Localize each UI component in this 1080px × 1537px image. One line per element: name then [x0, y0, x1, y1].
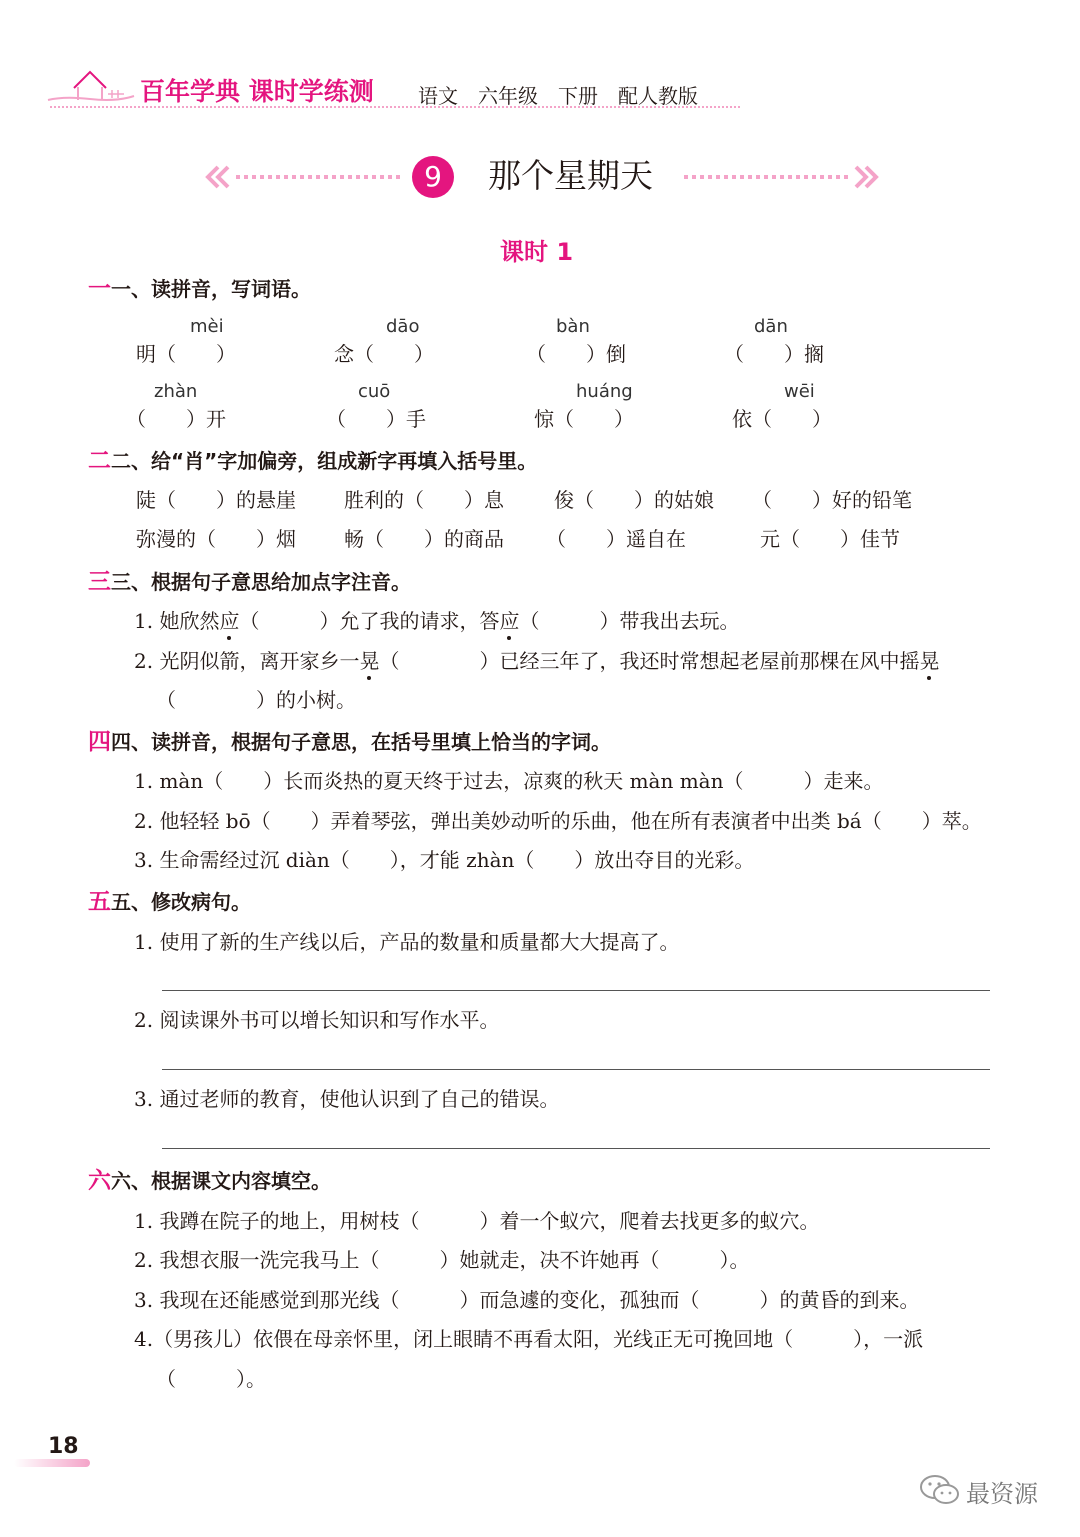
blank-item-2[interactable]: 念（ ） [334, 342, 434, 366]
s6-question-2[interactable]: 2. 我想衣服一洗完我马上（ ）她就走，决不许她再（ ）。 [134, 1248, 750, 1272]
house-logo-icon [44, 66, 136, 106]
s6-question-4-cont[interactable]: （ ）。 [156, 1367, 266, 1391]
pinyin-4: dān [754, 316, 788, 337]
blank-item-5[interactable]: （ ）开 [126, 407, 226, 431]
pinyin-8: wēi [784, 381, 815, 402]
section-1-title: 一一、读拼音，写词语。 [88, 276, 311, 302]
pinyin-1: mèi [190, 316, 224, 337]
page-number: 18 [48, 1434, 79, 1459]
section-3-title: 三三、根据句子意思给加点字注音。 [88, 569, 411, 595]
section-5-title: 五五、修改病句。 [88, 889, 251, 915]
xiao-item-2[interactable]: 胜利的（ ）息 [344, 488, 504, 512]
pinyin-2: dāo [386, 316, 420, 337]
xiao-item-6[interactable]: 畅（ ）的商品 [344, 527, 504, 551]
blank-item-8[interactable]: 依（ ） [732, 407, 832, 431]
blank-item-1[interactable]: 明（ ） [136, 342, 236, 366]
xiao-item-5[interactable]: 弥漫的（ ）烟 [136, 527, 296, 551]
right-arrow-decoration-icon [680, 164, 880, 190]
s5-sentence-3: 3. 通过老师的教育，使他认识到了自己的错误。 [134, 1087, 560, 1111]
header-dotted-line [50, 106, 740, 108]
period-title: 课时 1 [500, 238, 574, 266]
blank-item-6[interactable]: （ ）手 [326, 407, 426, 431]
brand-title: 百年学典 课时学练测 [140, 77, 374, 106]
section-6-title: 六六、根据课文内容填空。 [88, 1168, 331, 1194]
xiao-item-4[interactable]: （ ）好的铅笔 [752, 488, 912, 512]
xiao-item-8[interactable]: 元（ ）佳节 [760, 527, 900, 551]
left-arrow-decoration-icon [204, 164, 404, 190]
footer-pink-bar [14, 1459, 90, 1467]
xiao-item-7[interactable]: （ ）遥自在 [546, 527, 686, 551]
answer-line-3[interactable] [162, 1148, 990, 1149]
wechat-icon [918, 1474, 962, 1506]
blank-item-4[interactable]: （ ）搁 [724, 342, 824, 366]
xiao-item-3[interactable]: 俊（ ）的姑娘 [554, 488, 714, 512]
s4-question-2[interactable]: 2. 他轻轻 bō（ ）弄着琴弦，弹出美妙动听的乐曲，他在所有表演者中出类 bá（ ）萃。 [134, 809, 982, 833]
answer-line-2[interactable] [162, 1069, 990, 1070]
pinyin-3: bàn [556, 316, 590, 337]
s5-sentence-2: 2. 阅读课外书可以增长知识和写作水平。 [134, 1008, 500, 1032]
s4-question-3[interactable]: 3. 生命需经过沉 diàn（ ），才能 zhàn（ ）放出夺目的光彩。 [134, 848, 755, 872]
blank-item-7[interactable]: 惊（ ） [534, 407, 634, 431]
s6-question-1[interactable]: 1. 我蹲在院子的地上，用树枝（ ）着一个蚁穴，爬着去找更多的蚁穴。 [134, 1209, 820, 1233]
s5-sentence-1: 1. 使用了新的生产线以后，产品的数量和质量都大大提高了。 [134, 930, 680, 954]
xiao-item-1[interactable]: 陡（ ）的悬崖 [136, 488, 296, 512]
s6-question-3[interactable]: 3. 我现在还能感觉到那光线（ ）而急遽的变化，孤独而（ ）的黄昏的到来。 [134, 1288, 920, 1312]
s3-question-2-cont[interactable]: （ ）的小树。 [156, 688, 356, 712]
pinyin-7: huáng [576, 381, 633, 402]
section-4-title: 四四、读拼音，根据句子意思，在括号里填上恰当的字词。 [88, 729, 611, 755]
watermark-text: 最资源 [966, 1480, 1038, 1508]
pinyin-6: cuō [358, 381, 391, 402]
s3-question-1[interactable]: 1. 她欣然应（ ）允了我的请求，答应（ ）带我出去玩。 [134, 609, 740, 633]
pinyin-5: zhàn [154, 381, 198, 402]
answer-line-1[interactable] [162, 990, 990, 991]
header-meta: 语文 六年级 下册 配人教版 [418, 84, 698, 108]
section-2-title: 二二、给“肖”字加偏旁，组成新字再填入括号里。 [88, 448, 538, 474]
lesson-number-badge: 9 [412, 156, 454, 198]
s6-question-4[interactable]: 4.（男孩儿）依偎在母亲怀里，闭上眼睛不再看太阳，光线正无可挽回地（ ），一派 [134, 1327, 924, 1351]
s3-question-2[interactable]: 2. 光阴似箭，离开家乡一晃（ ）已经三年了，我还时常想起老屋前那棵在风中摇晃 [134, 649, 940, 673]
blank-item-3[interactable]: （ ）倒 [526, 342, 626, 366]
s4-question-1[interactable]: 1. màn（ ）长而炎热的夏天终于过去，凉爽的秋天 màn màn（ ）走来。 [134, 769, 884, 793]
lesson-title: 那个星期天 [488, 156, 653, 195]
